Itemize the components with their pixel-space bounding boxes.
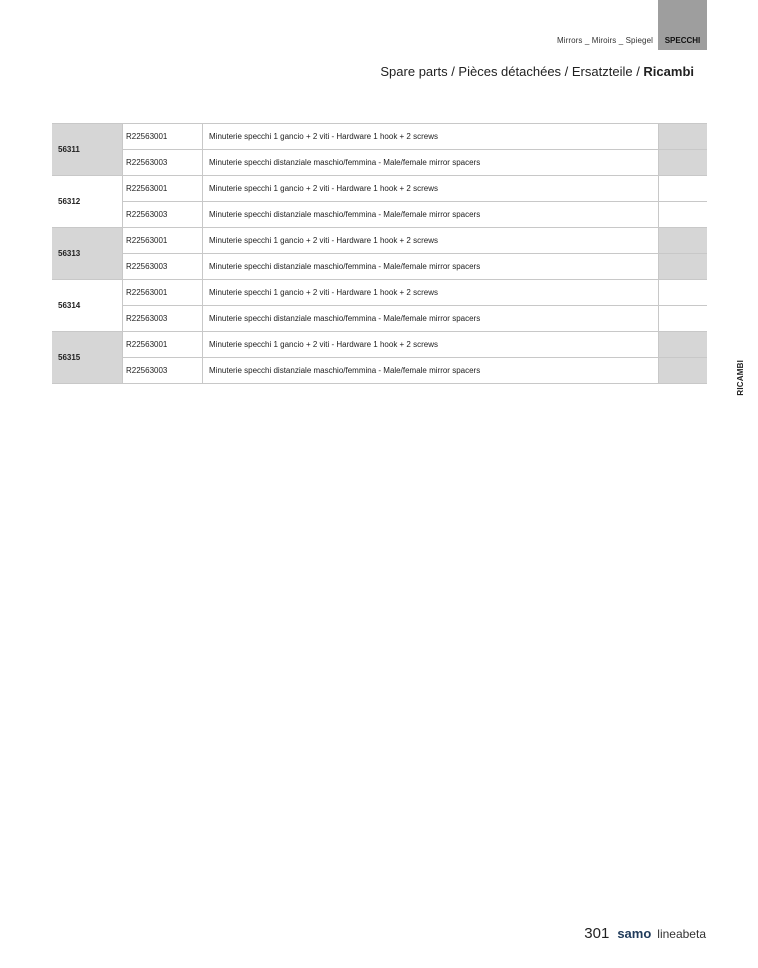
part-description: Minuterie specchi 1 gancio + 2 viti - Hardware 1 hook + 2 screws	[203, 124, 659, 150]
model-number: 56314	[52, 280, 123, 332]
brand-line-name: lineabeta	[657, 927, 706, 941]
part-code: R22563001	[123, 124, 203, 150]
table-row	[52, 176, 707, 202]
part-code: R22563001	[123, 332, 203, 358]
part-code: R22563003	[123, 306, 203, 332]
table-row	[52, 332, 707, 358]
part-description: Minuterie specchi distanziale maschio/femmina - Male/female mirror spacers	[203, 358, 659, 384]
page-title	[380, 64, 694, 79]
empty-cell	[659, 254, 708, 280]
part-description: Minuterie specchi 1 gancio + 2 viti - Hardware 1 hook + 2 screws	[203, 176, 659, 202]
part-description: Minuterie specchi 1 gancio + 2 viti - Hardware 1 hook + 2 screws	[203, 280, 659, 306]
page-footer	[584, 925, 706, 942]
breadcrumb: Mirrors _ Miroirs _ Spiegel	[556, 36, 653, 45]
empty-cell	[659, 228, 708, 254]
page-number: 301	[584, 925, 610, 942]
brand-logo-samo: samo	[617, 926, 652, 941]
table-row	[52, 358, 707, 384]
page-title-strong: Ricambi	[643, 64, 694, 79]
part-description: Minuterie specchi distanziale maschio/femmina - Male/female mirror spacers	[203, 202, 659, 228]
table-row	[52, 202, 707, 228]
table-row	[52, 150, 707, 176]
section-tab-specchi[interactable]	[658, 0, 707, 50]
part-description: Minuterie specchi 1 gancio + 2 viti - Hardware 1 hook + 2 screws	[203, 228, 659, 254]
part-code: R22563003	[123, 358, 203, 384]
empty-cell	[659, 202, 708, 228]
page-title-prefix: Spare parts / Pièces détachées / Ersatzteile /	[380, 64, 644, 79]
empty-cell	[659, 124, 708, 150]
side-section-label: RICAMBI	[736, 360, 745, 396]
part-code: R22563001	[123, 176, 203, 202]
empty-cell	[659, 306, 708, 332]
part-code: R22563001	[123, 228, 203, 254]
empty-cell	[659, 176, 708, 202]
empty-cell	[659, 280, 708, 306]
part-code: R22563003	[123, 150, 203, 176]
part-description: Minuterie specchi distanziale maschio/femmina - Male/female mirror spacers	[203, 254, 659, 280]
table-row	[52, 306, 707, 332]
table-row	[52, 280, 707, 306]
spare-parts-table	[52, 123, 707, 384]
part-description: Minuterie specchi distanziale maschio/femmina - Male/female mirror spacers	[203, 306, 659, 332]
table-row	[52, 124, 707, 150]
part-code: R22563001	[123, 280, 203, 306]
model-number: 56312	[52, 176, 123, 228]
part-code: R22563003	[123, 254, 203, 280]
model-number: 56311	[52, 124, 123, 176]
table-row	[52, 228, 707, 254]
empty-cell	[659, 358, 708, 384]
part-description: Minuterie specchi 1 gancio + 2 viti - Hardware 1 hook + 2 screws	[203, 332, 659, 358]
model-number: 56313	[52, 228, 123, 280]
model-number: 56315	[52, 332, 123, 384]
part-description: Minuterie specchi distanziale maschio/femmina - Male/female mirror spacers	[203, 150, 659, 176]
empty-cell	[659, 150, 708, 176]
section-tab-label: SPECCHI	[664, 36, 701, 45]
part-code: R22563003	[123, 202, 203, 228]
empty-cell	[659, 332, 708, 358]
table-row	[52, 254, 707, 280]
